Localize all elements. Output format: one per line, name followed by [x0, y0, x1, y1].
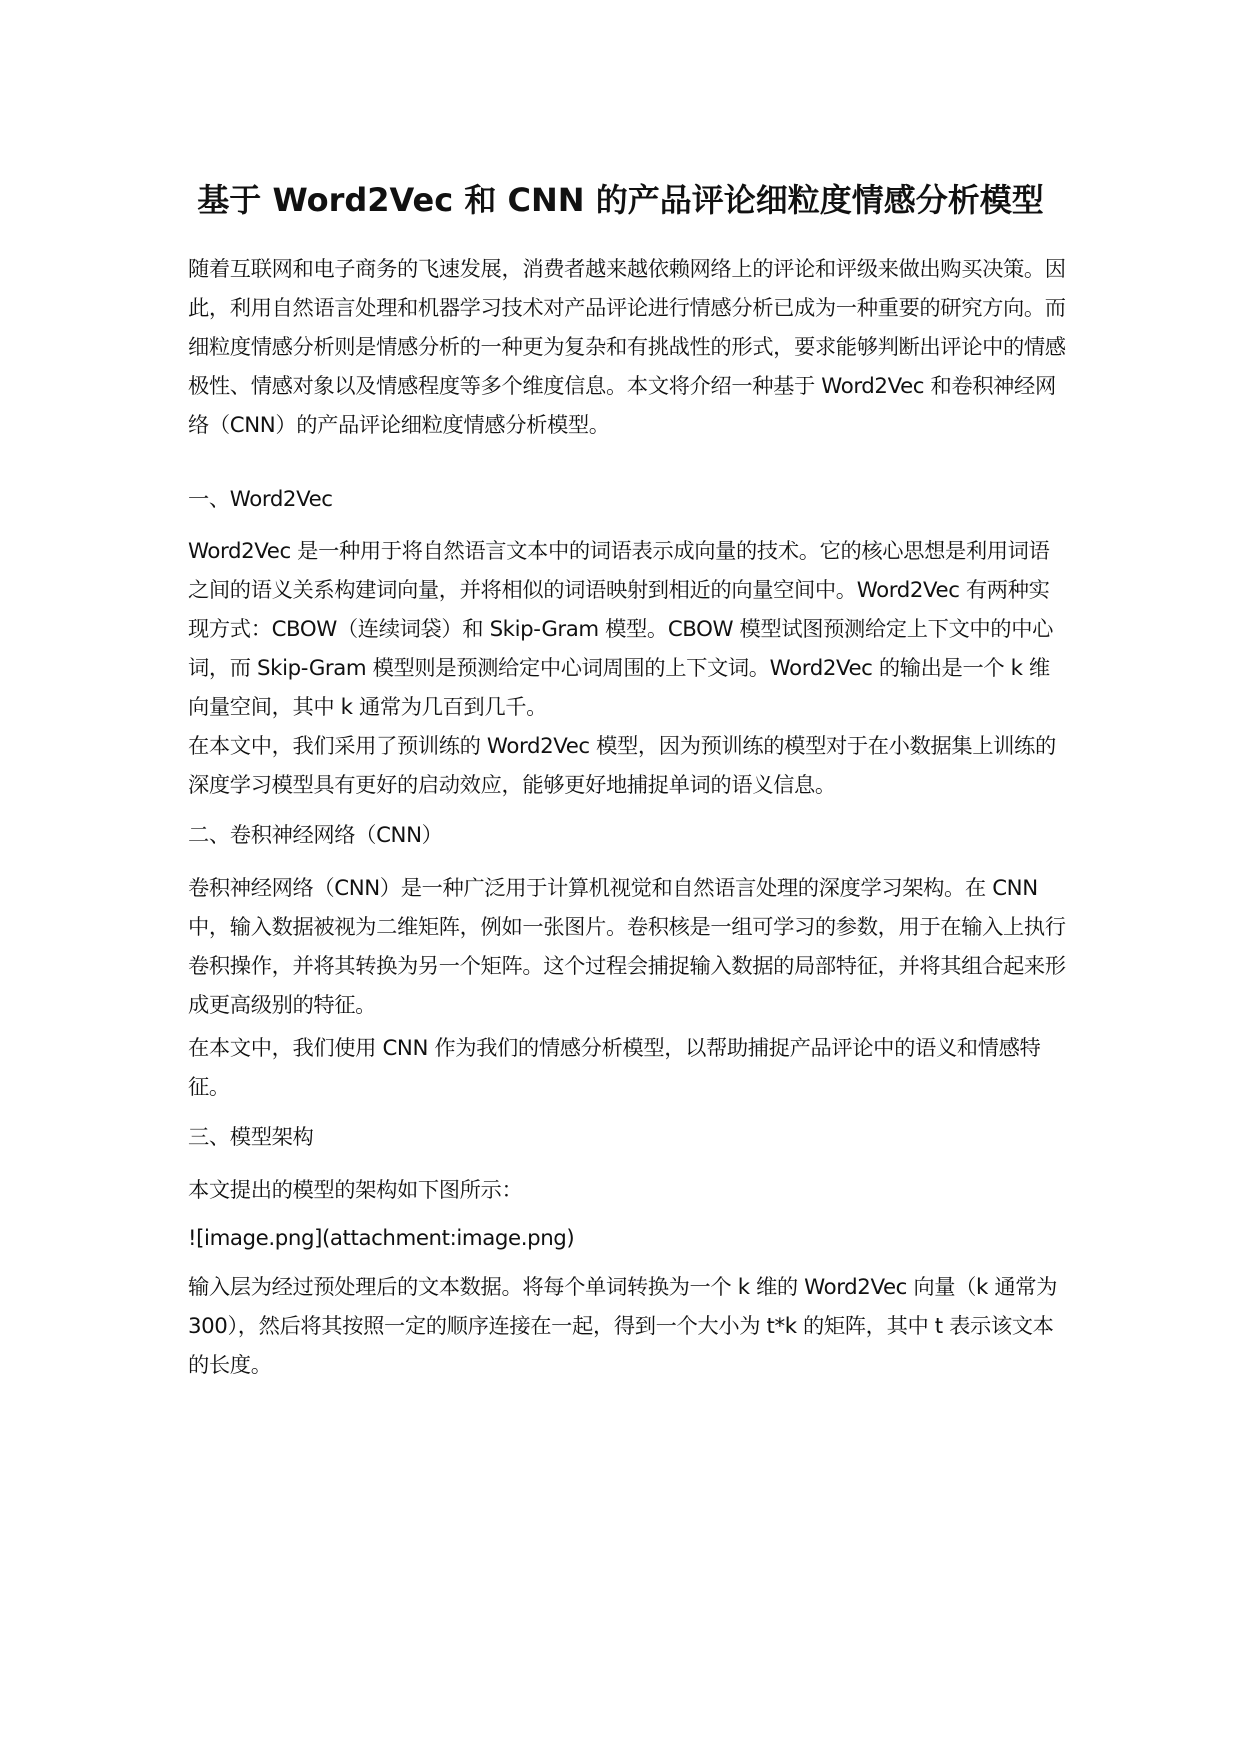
cnn-paragraph-2: 在本文中，我们使用 CNN 作为我们的情感分析模型，以帮助捕捉产品评论中的语义和情感特征。: [188, 1036, 1041, 1100]
image-attachment-reference: ![image.png](attachment:image.png): [188, 1226, 575, 1251]
document-title: 基于 Word2Vec 和 CNN 的产品评论细粒度情感分析模型: [197, 181, 1044, 219]
section-heading-architecture: 三、模型架构: [188, 1125, 314, 1150]
word2vec-paragraph-2: 在本文中，我们采用了预训练的 Word2Vec 模型，因为预训练的模型对于在小数据集上训练的深度学习模型具有更好的启动效应，能够更好地捕捉单词的语义信息。: [188, 734, 1056, 798]
architecture-paragraph-1: 本文提出的模型的架构如下图所示：: [188, 1178, 523, 1203]
intro-paragraph: 随着互联网和电子商务的飞速发展，消费者越来越依赖网络上的评论和评级来做出购买决策。因此，利用自然语言处理和机器学习技术对产品评论进行情感分析已成为一种重要的研究方向。而细粒度情感分析则是情感分析的一种更为复杂和有挑战性的形式，要求能够判断出评论中的情感极性、情感对象以及情感程度等多个维度信息。本文将介绍一种基于 Word2Vec 和卷积神经网络（CNN）的产品评论细粒度情感分析模型。: [188, 257, 1066, 438]
section-heading-cnn: 二、卷积神经网络（CNN）: [188, 823, 443, 848]
cnn-paragraph-1: 卷积神经网络（CNN）是一种广泛用于计算机视觉和自然语言处理的深度学习架构。在 CNN 中，输入数据被视为二维矩阵，例如一张图片。卷积核是一组可学习的参数，用于在输入上执行卷积操作，并将其转换为另一个矩阵。这个过程会捕捉输入数据的局部特征，并将其组合起来形成更高级别的特征。: [188, 876, 1066, 1018]
word2vec-paragraph-1: Word2Vec 是一种用于将自然语言文本中的词语表示成向量的技术。它的核心思想是利用词语之间的语义关系构建词向量，并将相似的词语映射到相近的向量空间中。Word2Vec 有两种实现方式：CBOW（连续词袋）和 Skip-Gram 模型。CBOW 模型试图预测给定上下文中的中心词，而 Skip-Gram 模型则是预测给定中心词周围的上下文词。Word2Vec 的输出是一个 k 维向量空间，其中 k 通常为几百到几千。: [188, 539, 1053, 720]
section-heading-word2vec: 一、Word2Vec: [188, 487, 333, 512]
architecture-paragraph-2: 输入层为经过预处理后的文本数据。将每个单词转换为一个 k 维的 Word2Vec 向量（k 通常为 300），然后将其按照一定的顺序连接在一起，得到一个大小为 t*k 的矩阵，其中 t 表示该文本的长度。: [188, 1275, 1058, 1378]
